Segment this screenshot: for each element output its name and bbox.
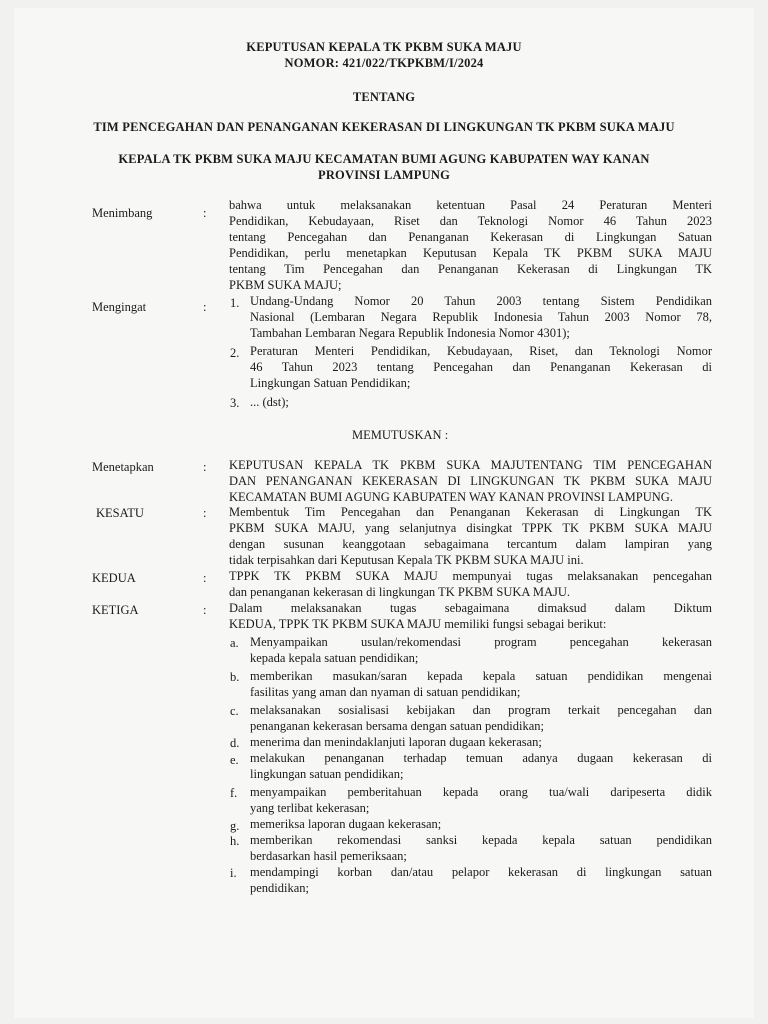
menimbang-line: bahwa untuk melaksanakan ketentuan Pasal 24 Peraturan Menteri xyxy=(229,198,712,212)
ketiga-item-line: Menyampaikan usulan/rekomendasi program pencegahan kekerasan xyxy=(250,635,712,649)
menetapkan-line: KEPUTUSAN KEPALA TK PKBM SUKA MAJUTENTANG TIM PENCEGAHAN xyxy=(229,458,712,472)
menimbang-label: Menimbang xyxy=(92,206,153,220)
kesatu-label: KESATU xyxy=(96,506,144,520)
ketiga-line: Dalam melaksanakan tugas sebagaimana dimaksud dalam Diktum xyxy=(229,601,712,615)
decree-subject: TIM PENCEGAHAN DAN PENANGANAN KEKERASAN DI LINGKUNGAN TK PKBM SUKA MAJU xyxy=(93,120,675,134)
ketiga-item-line: mendampingi korban dan/atau pelapor kekerasan di lingkungan satuan xyxy=(250,865,712,879)
mengingat-label: Mengingat xyxy=(92,300,147,314)
kesatu-line: tidak terpisahkan dari Keputusan Kepala TK PKBM SUKA MAJU ini. xyxy=(229,553,584,567)
menetapkan-line: DAN PENANGANAN KEKERASAN DI LINGKUNGAN TK PKBM SUKA MAJU xyxy=(229,474,712,488)
menimbang-line: tentang Pencegahan dan Penanganan Kekerasan di Lingkungan Satuan xyxy=(229,230,712,244)
menimbang-line: Pendidikan, Kebudayaan, Riset dan Teknologi Nomor 46 Tahun 2023 xyxy=(229,214,712,228)
mengingat-line: Lingkungan Satuan Pendidikan; xyxy=(250,376,411,390)
kedua-line: dan penanganan kekerasan di lingkungan TK PKBM SUKA MAJU. xyxy=(229,585,571,599)
ketiga-item-line: menerima dan menindaklanjuti laporan dugaan kekerasan; xyxy=(250,735,542,749)
list-letter: g. xyxy=(230,819,240,833)
ketiga-item-line: menyampaikan pemberitahuan kepada orang tua/wali daripeserta didik xyxy=(250,785,712,799)
issuer-line-1: KEPALA TK PKBM SUKA MAJU KECAMATAN BUMI AGUNG KABUPATEN WAY KANAN xyxy=(118,152,650,166)
menetapkan-label: Menetapkan xyxy=(92,460,154,474)
list-letter: f. xyxy=(230,786,238,800)
ketiga-item-line: memeriksa laporan dugaan kekerasan; xyxy=(250,817,442,831)
list-number: 3. xyxy=(230,396,240,410)
decree-number: NOMOR: 421/022/TKPKBM/I/2024 xyxy=(284,56,484,70)
colon: : xyxy=(203,603,207,617)
mengingat-line: Tambahan Lembaran Negara Republik Indonesia Nomor 4301); xyxy=(250,326,570,340)
ketiga-item-line: melaksanakan sosialisasi kebijakan dan program terkait pencegahan dan xyxy=(250,703,712,717)
menetapkan-line: KECAMATAN BUMI AGUNG KABUPATEN WAY KANAN PROVINSI LAMPUNG. xyxy=(229,490,673,504)
ketiga-item-line: kepada kepala satuan pendidikan; xyxy=(250,651,419,665)
mengingat-line: Peraturan Menteri Pendidikan, Kebudayaan, Riset, dan Teknologi Nomor xyxy=(250,344,712,358)
kedua-line: TPPK TK PKBM SUKA MAJU mempunyai tugas melaksanakan pencegahan xyxy=(229,569,712,583)
ketiga-item-line: lingkungan satuan pendidikan; xyxy=(250,767,404,781)
memutuskan-heading: MEMUTUSKAN : xyxy=(352,428,449,442)
decree-title: KEPUTUSAN KEPALA TK PKBM SUKA MAJU xyxy=(246,40,522,54)
ketiga-item-line: memberikan masukan/saran kepada kepala satuan pendidikan mengenai xyxy=(250,669,712,683)
list-number: 2. xyxy=(230,346,240,360)
list-letter: a. xyxy=(230,636,239,650)
ketiga-item-line: memberikan rekomendasi sanksi kepada kepala satuan pendidikan xyxy=(250,833,712,847)
list-letter: h. xyxy=(230,834,240,848)
mengingat-line: 46 Tahun 2023 tentang Pencegahan dan Penanganan Kekerasan di xyxy=(250,360,712,374)
menimbang-line: PKBM SUKA MAJU; xyxy=(229,278,342,292)
ketiga-item-line: pendidikan; xyxy=(250,881,310,895)
mengingat-line: Nasional (Lembaran Negara Republik Indonesia Tahun 2003 Nomor 78, xyxy=(250,310,712,324)
list-number: 1. xyxy=(230,296,240,310)
ketiga-item-line: melakukan penanganan terhadap temuan adanya dugaan kekerasan di xyxy=(250,751,712,765)
colon: : xyxy=(203,571,207,585)
ketiga-item-line: yang terlibat kekerasan; xyxy=(250,801,370,815)
list-letter: c. xyxy=(230,704,239,718)
ketiga-label: KETIGA xyxy=(92,603,139,617)
kesatu-line: PKBM SUKA MAJU, yang selanjutnya disingkat TPPK TK PKBM SUKA MAJU xyxy=(229,521,712,535)
issuer-line-2: PROVINSI LAMPUNG xyxy=(317,168,451,182)
colon: : xyxy=(203,506,207,520)
list-letter: d. xyxy=(230,736,240,750)
list-letter: e. xyxy=(230,753,239,767)
mengingat-line: Undang-Undang Nomor 20 Tahun 2003 tentang Sistem Pendidikan xyxy=(250,294,712,308)
menimbang-line: Pendidikan, perlu menetapkan Keputusan Kepala TK PKBM SUKA MAJU xyxy=(229,246,712,260)
mengingat-line: ... (dst); xyxy=(250,395,289,409)
list-letter: i. xyxy=(230,866,237,880)
ketiga-item-line: penanganan kekerasan bersama dengan satuan pendidikan; xyxy=(250,719,544,733)
kedua-label: KEDUA xyxy=(92,571,136,585)
kesatu-line: dengan susunan keanggotaan sebagaimana tercantum dalam lampiran yang xyxy=(229,537,712,551)
colon: : xyxy=(203,460,207,474)
colon: : xyxy=(203,206,207,220)
menimbang-line: tentang Tim Pencegahan dan Penanganan Kekerasan di Lingkungan TK xyxy=(229,262,712,276)
ketiga-line: KEDUA, TPPK TK PKBM SUKA MAJU memiliki fungsi sebagai berikut: xyxy=(229,617,607,631)
kesatu-line: Membentuk Tim Pencegahan dan Penanganan Kekerasan di Lingkungan TK xyxy=(229,505,712,519)
colon: : xyxy=(203,300,207,314)
list-letter: b. xyxy=(230,670,240,684)
ketiga-item-line: berdasarkan hasil pemeriksaan; xyxy=(250,849,407,863)
ketiga-item-line: fasilitas yang aman dan nyaman di satuan pendidikan; xyxy=(250,685,521,699)
tentang-heading: TENTANG xyxy=(352,90,416,104)
